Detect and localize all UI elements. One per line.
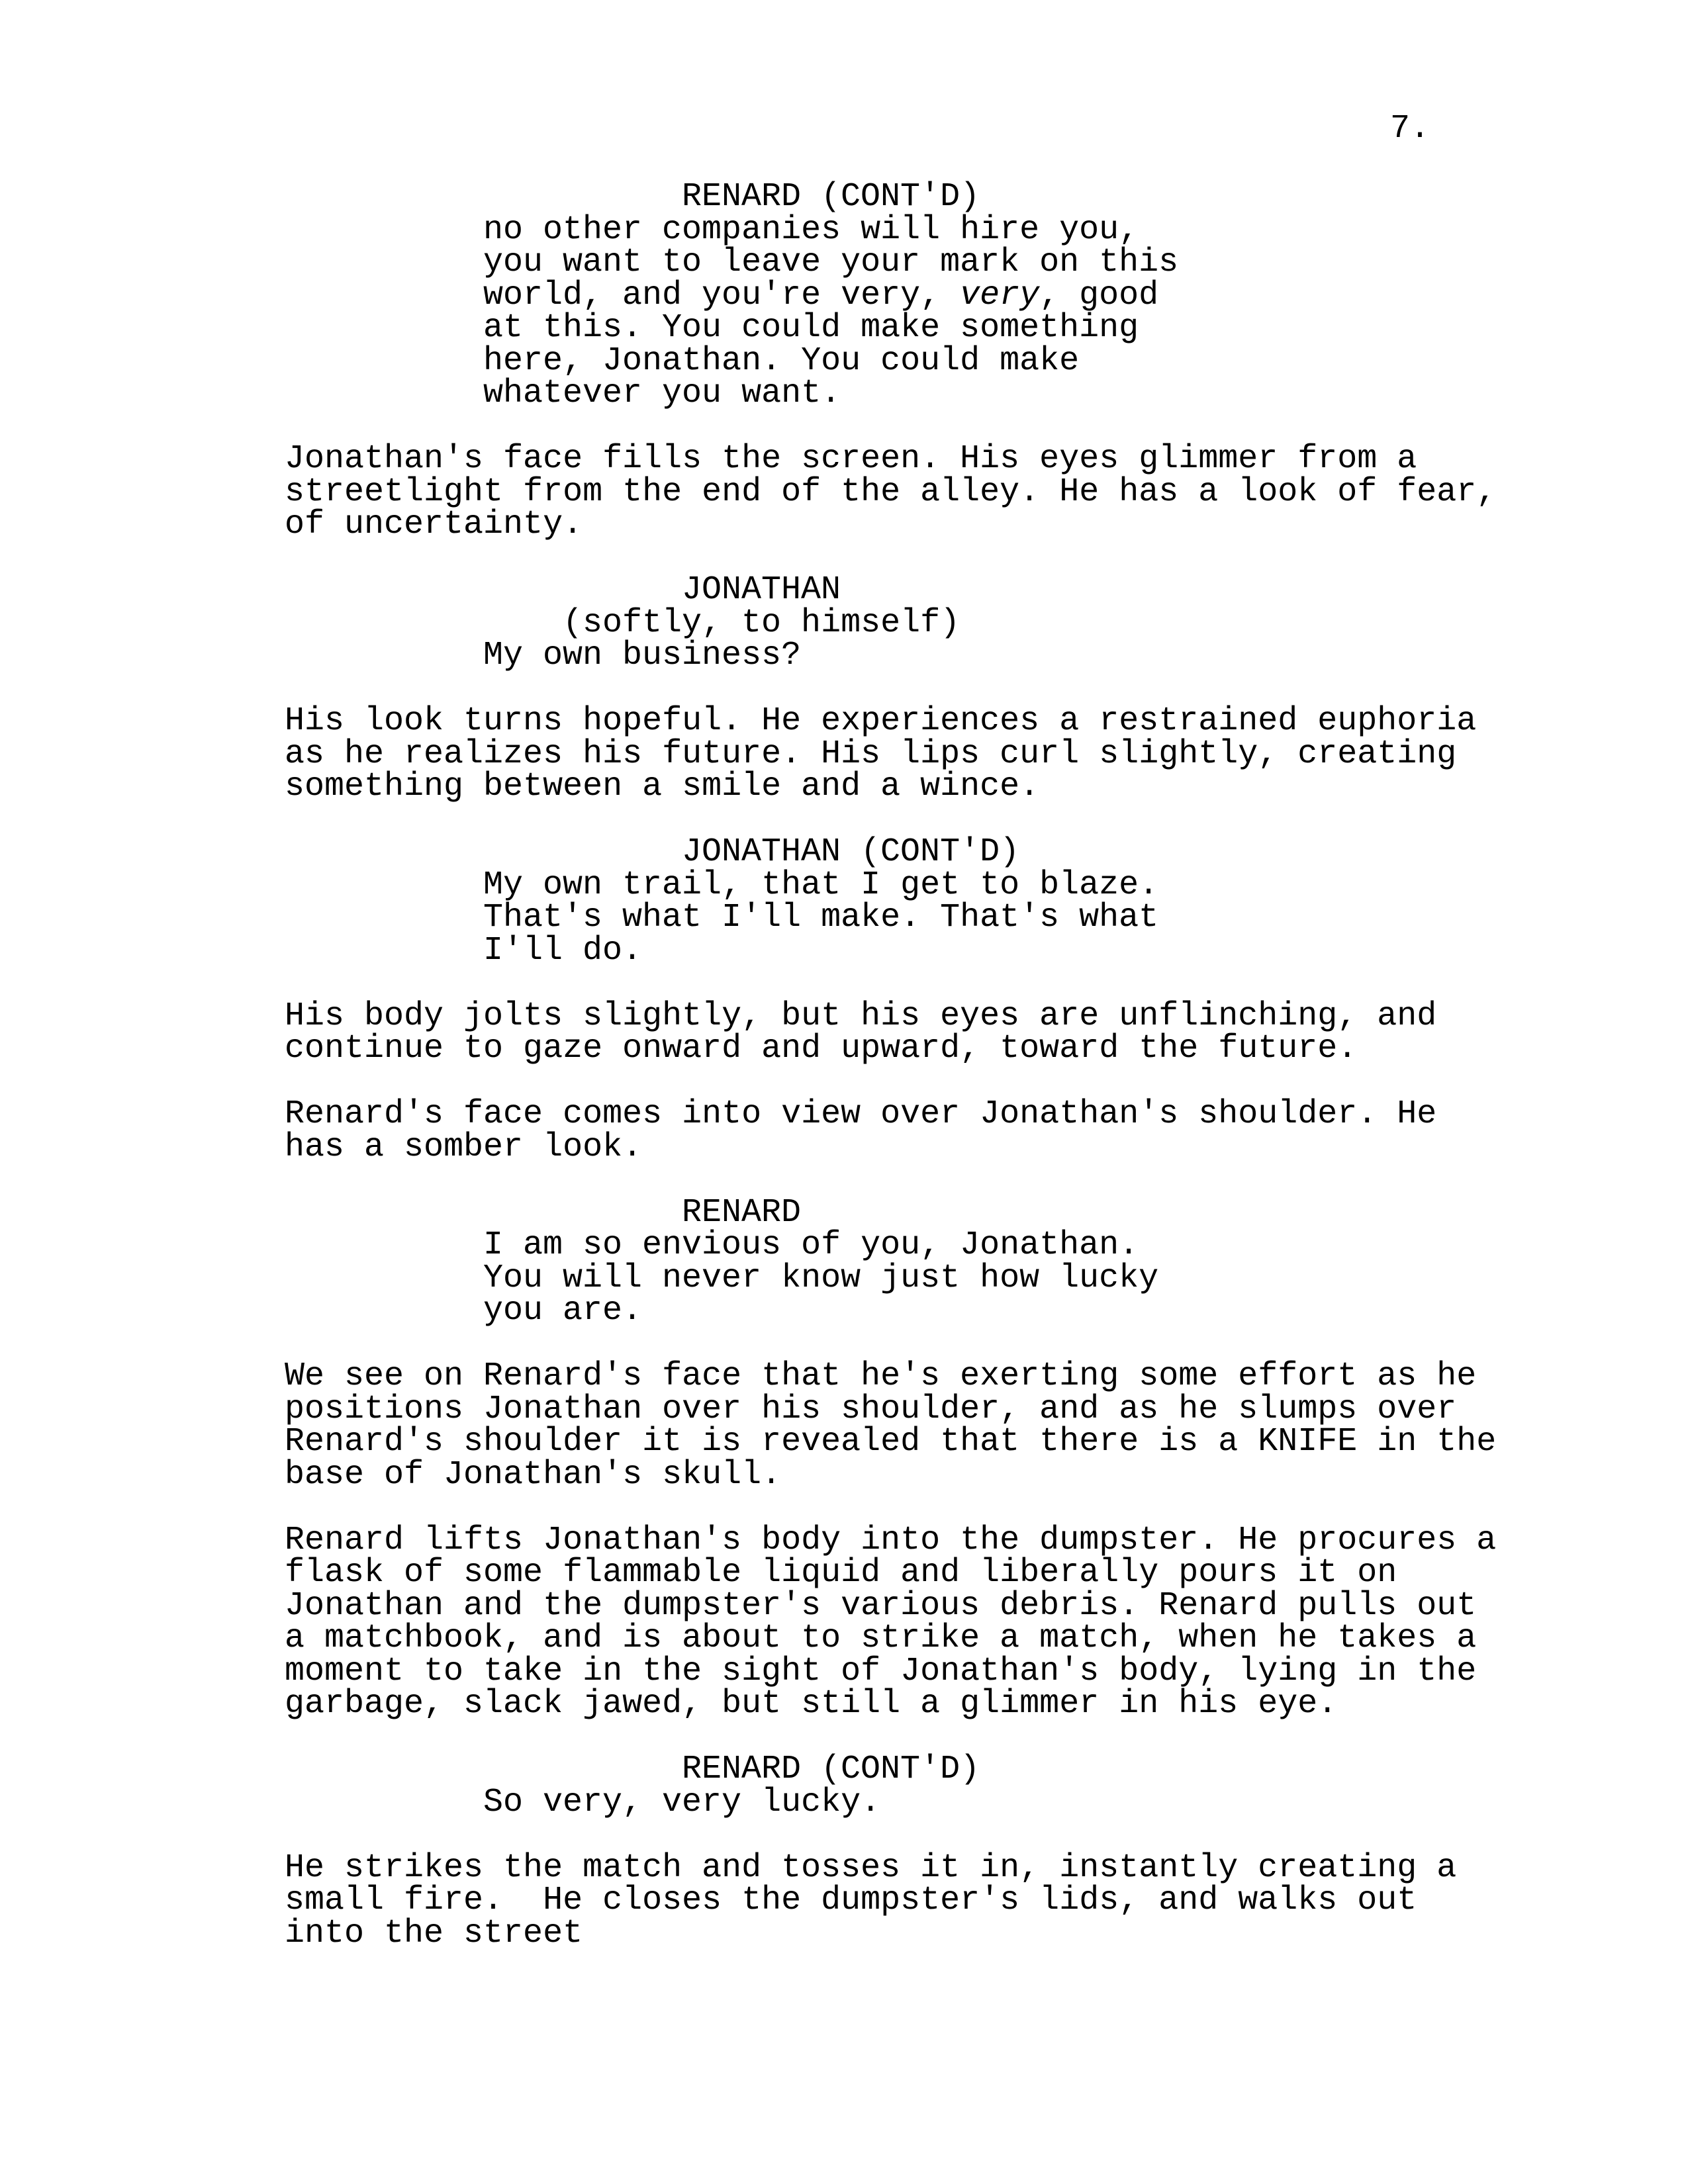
text-segment: flask of some flammable liquid and liberally pours it on — [285, 1554, 1397, 1592]
speech-block — [285, 833, 1595, 970]
dialogue-line — [483, 377, 1595, 410]
action-block — [285, 1521, 1595, 1723]
text-segment: Renard's face comes into view over Jonathan's shoulder. He — [285, 1095, 1437, 1133]
speech-block — [285, 1193, 1595, 1330]
text-segment: of uncertainty. — [285, 506, 583, 543]
text-segment: Renard's shoulder it is revealed that there is a KNIFE in the — [285, 1423, 1497, 1461]
action-line — [285, 997, 1595, 1035]
action-line — [285, 1848, 1595, 1887]
dialogue — [285, 210, 1595, 412]
text-segment: He strikes the match and tosses it in, instantly creating a — [285, 1848, 1457, 1887]
action-line — [285, 1521, 1595, 1559]
action-line — [285, 1586, 1595, 1625]
text-segment: whatever you want. — [483, 375, 841, 412]
text-segment: garbage, slack jawed, but still a glimmer in his eye. — [285, 1685, 1338, 1723]
speech-block — [285, 178, 1595, 412]
text-segment: world, and you're very, — [483, 276, 961, 314]
character-name: JONATHAN — [682, 571, 841, 609]
text-segment: positions Jonathan over his shoulder, and as he slumps over — [285, 1390, 1457, 1428]
character-name: RENARD (CONT'D) — [682, 178, 980, 216]
dialogue-line — [483, 1783, 1595, 1821]
text-segment: I am so envious of you, Jonathan. — [483, 1226, 1139, 1264]
text-segment: you are. — [483, 1292, 643, 1330]
text-segment: base of Jonathan's skull. — [285, 1455, 782, 1494]
action-line — [285, 1032, 1595, 1066]
dialogue — [285, 1226, 1595, 1330]
dialogue-line — [483, 246, 1595, 279]
dialogue — [285, 1783, 1595, 1821]
action-line — [285, 702, 1595, 740]
action-block — [285, 997, 1595, 1068]
text-segment: Jonathan and the dumpster's various debris. Renard pulls out — [285, 1586, 1477, 1625]
text-segment: continue to gaze onward and upward, toward the future. — [285, 1030, 1358, 1068]
dialogue-line — [483, 210, 1595, 249]
speech-block — [285, 571, 1595, 674]
action-line — [285, 1455, 1595, 1494]
dialogue-line — [483, 931, 1595, 970]
dialogue — [285, 866, 1595, 970]
dialogue-line — [483, 866, 1595, 904]
action-line — [285, 1423, 1595, 1461]
dialogue-line — [483, 276, 1595, 314]
text-segment: something between a smile and a wince. — [285, 768, 1040, 805]
parenthetical: (softly, to himself) — [563, 604, 961, 642]
action-block — [285, 440, 1595, 543]
text-segment: at this. You could make something — [483, 309, 1139, 347]
text-segment: Jonathan's face fills the screen. His eyes glimmer from a — [285, 440, 1417, 478]
dialogue-line — [483, 901, 1595, 934]
action-line — [285, 1619, 1595, 1657]
action-line — [285, 1652, 1595, 1690]
text-segment: My own business? — [483, 637, 802, 674]
text-segment: You will never know just how lucky — [483, 1259, 1159, 1297]
action-line — [285, 735, 1595, 773]
text-segment: here, Jonathan. You could make — [483, 341, 1080, 380]
dialogue-line — [483, 1226, 1595, 1264]
text-segment: We see on Renard's face that he's exerting some effort as he — [285, 1357, 1477, 1395]
action-line — [285, 1095, 1595, 1133]
text-segment: moment to take in the sight of Jonathan's body, lying in the — [285, 1652, 1477, 1690]
speech-block — [285, 1753, 1595, 1819]
text-segment: My own trail, that I get to blaze. — [483, 866, 1159, 904]
action-line — [285, 473, 1595, 511]
text-segment: So very, very lucky. — [483, 1783, 881, 1821]
action-line — [285, 508, 1595, 541]
dialogue-line — [483, 1292, 1595, 1330]
page-number: 7. — [1390, 110, 1430, 148]
action-block — [285, 702, 1595, 805]
text-segment: a matchbook, and is about to strike a match, when he takes a — [285, 1619, 1477, 1657]
text-segment: you want to leave your mark on this — [483, 244, 1179, 281]
dialogue — [285, 639, 1595, 672]
dialogue-line — [483, 1259, 1595, 1297]
action-line — [285, 1884, 1595, 1917]
action-block — [285, 1095, 1595, 1166]
action-line — [285, 1914, 1595, 1952]
action-line — [285, 1390, 1595, 1428]
action-line — [285, 770, 1595, 803]
italic-text: very — [960, 276, 1040, 314]
action-line — [285, 1357, 1595, 1395]
text-segment: into the street — [285, 1914, 583, 1952]
character-name: RENARD (CONT'D) — [682, 1751, 980, 1788]
action-line — [285, 440, 1595, 478]
text-segment: , good — [1039, 276, 1159, 314]
action-block — [285, 1357, 1595, 1494]
action-line — [285, 1128, 1595, 1166]
text-segment: small fire. He closes the dumpster's lids, and walks out — [285, 1882, 1417, 1919]
action-line — [285, 1554, 1595, 1592]
dialogue-line — [483, 309, 1595, 347]
text-segment: as he realizes his future. His lips curl slightly, creating — [285, 735, 1457, 773]
action-block — [285, 1848, 1595, 1952]
action-line — [285, 1685, 1595, 1723]
text-segment: no other companies will hire you, — [483, 210, 1139, 249]
text-segment: His body jolts slightly, but his eyes are unflinching, and — [285, 997, 1437, 1035]
text-segment: Renard lifts Jonathan's body into the dumpster. He procures a — [285, 1521, 1497, 1559]
script-content — [285, 178, 1595, 1952]
dialogue-line — [483, 639, 1595, 672]
text-segment: That's what I'll make. That's what — [483, 899, 1159, 936]
dialogue-line — [483, 341, 1595, 380]
text-segment: has a somber look. — [285, 1128, 643, 1166]
text-segment: streetlight from the end of the alley. He has a look of fear, — [285, 473, 1497, 511]
character-name: JONATHAN (CONT'D) — [682, 833, 1020, 871]
text-segment: His look turns hopeful. He experiences a restrained euphoria — [285, 702, 1477, 740]
character-name: RENARD — [682, 1193, 802, 1232]
text-segment: I'll do. — [483, 931, 643, 970]
